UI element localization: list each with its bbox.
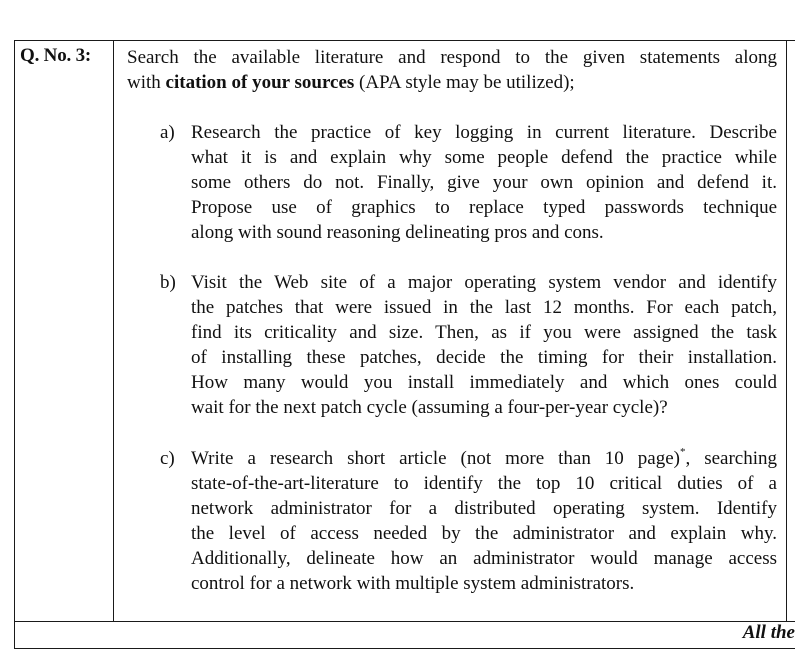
intro-line-2-prefix: with (127, 72, 166, 93)
item-body (191, 120, 777, 245)
item-line: Research the practice of key logging in current literature. Describe (191, 122, 777, 143)
item-line: find its criticality and size. Then, as if you were assigned the task (191, 322, 777, 343)
intro-line-1: Search the available literature and respond to the given statements along (127, 47, 777, 68)
item-line: of installing these patches, decide the timing for their installation. (191, 347, 777, 368)
item-line: network administrator for a distributed operating system. Identify (191, 498, 777, 519)
item-line-first (191, 446, 777, 471)
item-line: How many would you install immediately and which ones could (191, 372, 777, 393)
item-line: control for a network with multiple system administrators. (191, 573, 635, 594)
item-line: the level of access needed by the administrator and explain why. (191, 523, 777, 544)
table-left-border (14, 40, 15, 649)
item-line-text: Write a research short article (not more than 10 page) (191, 448, 680, 469)
table-bottom-border (14, 648, 795, 649)
item-marker: c) (160, 448, 175, 469)
item-line: wait for the next patch cycle (assuming a four-per-year cycle)? (191, 397, 668, 418)
item-line: what it is and explain why some people defend the practice while (191, 147, 777, 168)
footnote-asterisk: * (679, 445, 686, 458)
table-column-divider (113, 40, 114, 621)
item-line: Propose use of graphics to replace typed passwords technique (191, 197, 777, 218)
footer-note: All the (742, 622, 795, 643)
item-body (191, 446, 777, 596)
item-line: the patches that were issued in the last 12 months. For each patch, (191, 297, 777, 318)
item-line: along with sound reasoning delineating pros and cons. (191, 222, 604, 243)
intro-line-2-suffix: (APA style may be utilized); (354, 72, 575, 93)
item-line: Additionally, delineate how an administrator would manage access (191, 548, 777, 569)
table-right-border (786, 40, 787, 621)
item-marker: b) (160, 272, 176, 293)
item-marker: a) (160, 122, 175, 143)
item-line: Visit the Web site of a major operating system vendor and identify (191, 272, 777, 293)
table-top-border (14, 40, 795, 41)
item-line-text: , searching (685, 448, 777, 469)
table-row-divider (14, 621, 795, 622)
question-number: Q. No. 3: (20, 45, 92, 66)
intro-bold-citation: citation of your sources (165, 72, 355, 93)
item-body (191, 270, 777, 420)
question-intro (127, 45, 777, 95)
item-line: some others do not. Finally, give your own opinion and defend it. (191, 172, 777, 193)
item-line: state-of-the-art-literature to identify the top 10 critical duties of a (191, 473, 777, 494)
